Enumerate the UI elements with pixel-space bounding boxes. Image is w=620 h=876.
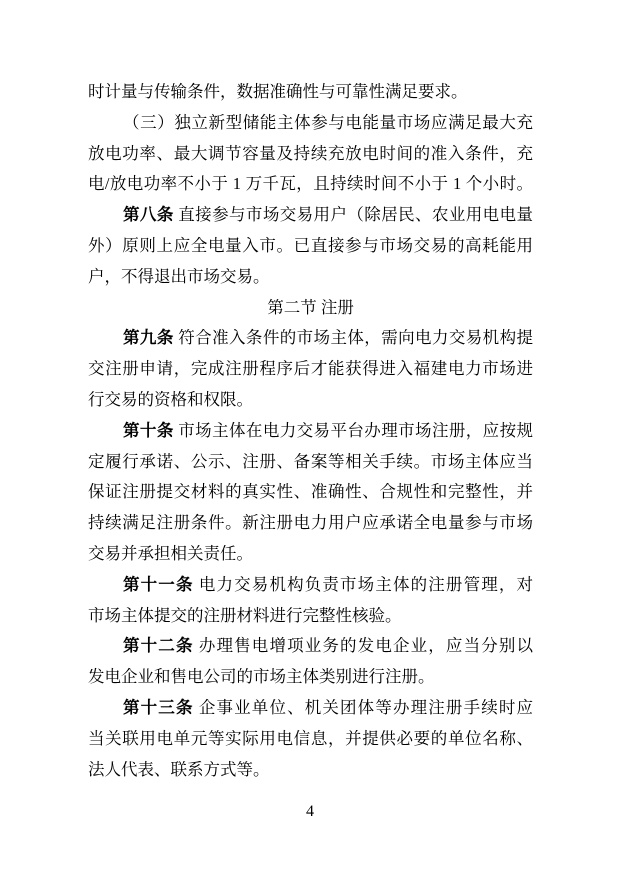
text-run: 放电功率、最大调节容量及持续充放电时间的准入条件，充 bbox=[88, 143, 533, 163]
text-run: 外）原则上应全电量入市。已直接参与市场交易的高耗能用 bbox=[88, 235, 533, 255]
text-run: 交注册申请，完成注册程序后才能获得进入福建电力市场进 bbox=[88, 359, 533, 379]
text-line bbox=[88, 755, 533, 786]
article-label: 第十三条 bbox=[123, 697, 194, 717]
text-line bbox=[88, 539, 533, 570]
page-number: 4 bbox=[306, 803, 314, 820]
text-run: 直接参与市场交易用户（除居民、农业用电电量 bbox=[173, 205, 533, 225]
text-run: 第二节 注册 bbox=[267, 297, 354, 317]
text-run: 符合准入条件的市场主体，需向电力交易机构提 bbox=[173, 328, 533, 348]
text-run: （三）独立新型储能主体参与电能量市场应满足最大充 bbox=[123, 112, 533, 132]
text-run: 户，不得退出市场交易。 bbox=[88, 266, 270, 286]
text-line bbox=[88, 139, 533, 170]
page-content bbox=[88, 77, 533, 785]
text-line bbox=[88, 169, 533, 200]
text-run: 法人代表、联系方式等。 bbox=[88, 759, 270, 779]
text-run: 办理售电增项业务的发电企业，应当分别以 bbox=[193, 636, 533, 656]
text-line bbox=[88, 724, 533, 755]
text-line bbox=[88, 601, 533, 632]
text-line bbox=[88, 200, 533, 231]
text-line bbox=[88, 447, 533, 478]
text-line bbox=[88, 416, 533, 447]
text-run: 市场主体在电力交易平台办理市场注册，应按规 bbox=[173, 420, 533, 440]
text-line bbox=[88, 477, 533, 508]
text-run: 持续满足注册条件。新注册电力用户应承诺全电量参与市场 bbox=[88, 513, 533, 533]
text-run: 保证注册提交材料的真实性、准确性、合规性和完整性，并 bbox=[88, 482, 533, 502]
text-run: 发电企业和售电公司的市场主体类别进行注册。 bbox=[88, 667, 435, 687]
text-line bbox=[88, 631, 533, 662]
article-label: 第八条 bbox=[123, 205, 174, 225]
text-line bbox=[88, 323, 533, 354]
text-line bbox=[88, 570, 533, 601]
text-line bbox=[88, 108, 533, 139]
text-run: 定履行承诺、公示、注册、备案等相关手续。市场主体应当 bbox=[88, 451, 533, 471]
article-label: 第九条 bbox=[123, 328, 174, 348]
text-line bbox=[88, 693, 533, 724]
text-run: 时计量与传输条件，数据准确性与可靠性满足要求。 bbox=[88, 82, 468, 101]
article-label: 第十一条 bbox=[123, 574, 194, 594]
text-line bbox=[88, 662, 533, 693]
text-line bbox=[88, 77, 533, 108]
text-run: 行交易的资格和权限。 bbox=[88, 389, 253, 409]
text-line bbox=[88, 231, 533, 262]
article-label: 第十二条 bbox=[123, 636, 194, 656]
text-line bbox=[88, 385, 533, 416]
article-label: 第十条 bbox=[123, 420, 174, 440]
text-run: 电力交易机构负责市场主体的注册管理，对 bbox=[193, 574, 533, 594]
text-run: 市场主体提交的注册材料进行完整性核验。 bbox=[88, 605, 402, 625]
text-run: 电/放电功率不小于 1 万千瓦，且持续时间不小于 1 个小时。 bbox=[88, 174, 533, 194]
text-line bbox=[88, 262, 533, 293]
text-line bbox=[88, 508, 533, 539]
text-run: 当关联用电单元等实际用电信息，并提供必要的单位名称、 bbox=[88, 728, 533, 748]
text-run: 企事业单位、机关团体等办理注册手续时应 bbox=[193, 697, 533, 717]
text-line bbox=[88, 354, 533, 385]
section-heading bbox=[88, 293, 533, 324]
text-run: 交易并承担相关责任。 bbox=[88, 543, 253, 563]
